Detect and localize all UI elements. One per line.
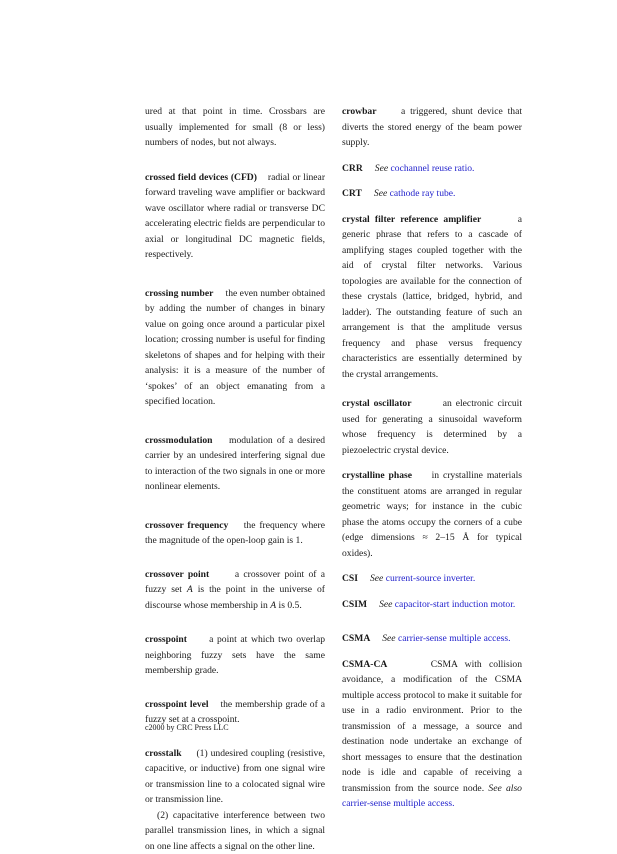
entry-term: CSI bbox=[342, 573, 358, 584]
entry-term: crossover point bbox=[145, 569, 209, 580]
entry-term: crossmodulation bbox=[145, 435, 213, 446]
cross-reference-link[interactable]: current-source inverter. bbox=[386, 573, 476, 584]
entry-term: crossover frequency bbox=[145, 520, 228, 531]
entry-crossover-frequency bbox=[145, 518, 325, 549]
entry-term: crystalline phase bbox=[342, 470, 412, 481]
entry-crystalline-phase bbox=[342, 468, 522, 561]
entry-term: crystal filter reference amplifier bbox=[342, 214, 481, 225]
see-label: See bbox=[374, 188, 387, 199]
entry-definition: modulation of a desired carrier by an undesired interfering signal due to interaction of the two signals in one or more nonlinear elements. bbox=[145, 435, 325, 493]
entry-crosstalk-sense-2 bbox=[145, 808, 325, 854]
entry-definition: the membership grade of a fuzzy set at a crosspoint. bbox=[145, 699, 325, 726]
see-label: See bbox=[375, 163, 388, 174]
entry-crystal-oscillator bbox=[342, 396, 522, 458]
entry-crossmodulation bbox=[145, 433, 325, 495]
entry-term: CSIM bbox=[342, 599, 367, 610]
cross-reference-link[interactable]: carrier-sense multiple access. bbox=[342, 798, 454, 809]
cross-reference-link[interactable]: cathode ray tube. bbox=[390, 188, 456, 199]
entry-term: crossed field devices (CFD) bbox=[145, 172, 257, 183]
entry-crosspoint bbox=[145, 632, 325, 679]
entry-definition: the even number obtained by adding the number of changes in binary value on going once around a particular pixel location; crossing number is useful for finding skeletons of shapes and for helping with their analysis: it is a measure of the number of ‘spokes’ of an object emanating from a specified location. bbox=[145, 288, 325, 408]
entry-crossover-point bbox=[145, 567, 325, 614]
entry-term: crossing number bbox=[145, 288, 213, 299]
copyright-text: c2000 by CRC Press LLC bbox=[145, 723, 229, 732]
entry-term: CSMA-CA bbox=[342, 659, 387, 670]
math-variable: A bbox=[270, 600, 276, 611]
entry-term: CRT bbox=[342, 188, 362, 199]
right-column bbox=[342, 104, 522, 812]
cross-reference-link[interactable]: carrier-sense multiple access. bbox=[398, 633, 510, 644]
left-column bbox=[145, 104, 325, 854]
entry-definition: a generic phrase that refers to a cascade of amplifying stages coupled together with the aid of crystal filter networks. Various topologies are available for the connection of these crystals (lattice, bridged, hybrid, and ladder). The outstanding feature of such an arrangement is that the amplitude versus frequency and phase versus frequency characteristics are essentially determined by the crystal arrangements. bbox=[342, 214, 522, 380]
entry-term: CSMA bbox=[342, 633, 370, 644]
entry-definition: radial or linear forward traveling wave amplifier or backward wave oscillator where radial or transverse DC accelerating electric fields are perpendicular to axial or longitudinal DC magnetic fields, respectively. bbox=[145, 172, 325, 261]
entry-definition: a point at which two overlap neighboring fuzzy sets have the same membership grade. bbox=[145, 634, 325, 676]
entry-crystal-filter-reference-amplifier bbox=[342, 212, 522, 383]
entry-crosstalk bbox=[145, 746, 325, 808]
entry-definition: CSMA with collision avoidance, a modification of the CSMA multiple access protocol to make it suitable for use in a radio environment. Prior to the transmission of a message, a source and destination node undertake an exchange of short messages to ensure that the destination node is idle and capable of receiving a transmission from the source node. bbox=[342, 659, 522, 794]
entry-definition: in crystalline materials the constituent atoms are arranged in regular geometric ways; for instance in the cubic phase the atoms occupy the corners of a cube (edge dimensions ≈ 2–15 Å for typical oxides). bbox=[342, 470, 522, 559]
entry-crossbar-continuation bbox=[145, 104, 325, 151]
entry-term: crystal oscillator bbox=[342, 398, 411, 409]
entry-definition: the frequency where the magnitude of the open-loop gain is 1. bbox=[145, 520, 325, 547]
entry-crr bbox=[342, 161, 522, 177]
entry-term: crosspoint level bbox=[145, 699, 209, 710]
entry-crossing-number bbox=[145, 286, 325, 410]
see-label: See bbox=[370, 573, 383, 584]
entry-crt bbox=[342, 186, 522, 202]
entry-definition: is 0.5. bbox=[279, 600, 302, 611]
entry-crossed-field-devices bbox=[145, 170, 325, 263]
cross-reference-link[interactable]: capacitor-start induction motor. bbox=[395, 599, 516, 610]
entry-term: crowbar bbox=[342, 106, 376, 117]
entry-crowbar bbox=[342, 104, 522, 151]
entry-term: crosspoint bbox=[145, 634, 187, 645]
entry-csim bbox=[342, 597, 522, 613]
entry-csma-ca bbox=[342, 657, 522, 812]
copyright-footer bbox=[145, 722, 229, 734]
entry-term: CRR bbox=[342, 163, 363, 174]
entry-definition: (2) capacitative interference between two parallel transmission lines, in which a signal on one line affects a signal on the other line. bbox=[145, 810, 325, 852]
see-label: See bbox=[382, 633, 395, 644]
entry-term: crosstalk bbox=[145, 748, 182, 759]
entry-text: ured at that point in time. Crossbars are usually implemented for small (8 or less) numbers of nodes, but not always. bbox=[145, 106, 325, 148]
entry-definition: an electronic circuit used for generating a sinusoidal waveform whose frequency is determined by a piezoelectric crystal device. bbox=[342, 398, 522, 456]
entry-definition: (1) undesired coupling (resistive, capacitive, or inductive) from one signal wire or transmission line to a colocated signal wire or transmission line. bbox=[145, 748, 325, 806]
entry-definition: is the point in the universe of discourse whose membership in bbox=[145, 584, 325, 611]
cross-reference-link[interactable]: cochannel reuse ratio. bbox=[391, 163, 475, 174]
math-variable: A bbox=[187, 584, 193, 595]
entry-definition: a triggered, shunt device that diverts the stored energy of the beam power supply. bbox=[342, 106, 522, 148]
see-also-label: See also bbox=[488, 783, 522, 794]
entry-definition: a crossover point of a fuzzy set bbox=[145, 569, 325, 596]
entry-csi bbox=[342, 571, 522, 587]
see-label: See bbox=[379, 599, 392, 610]
entry-csma bbox=[342, 631, 522, 647]
